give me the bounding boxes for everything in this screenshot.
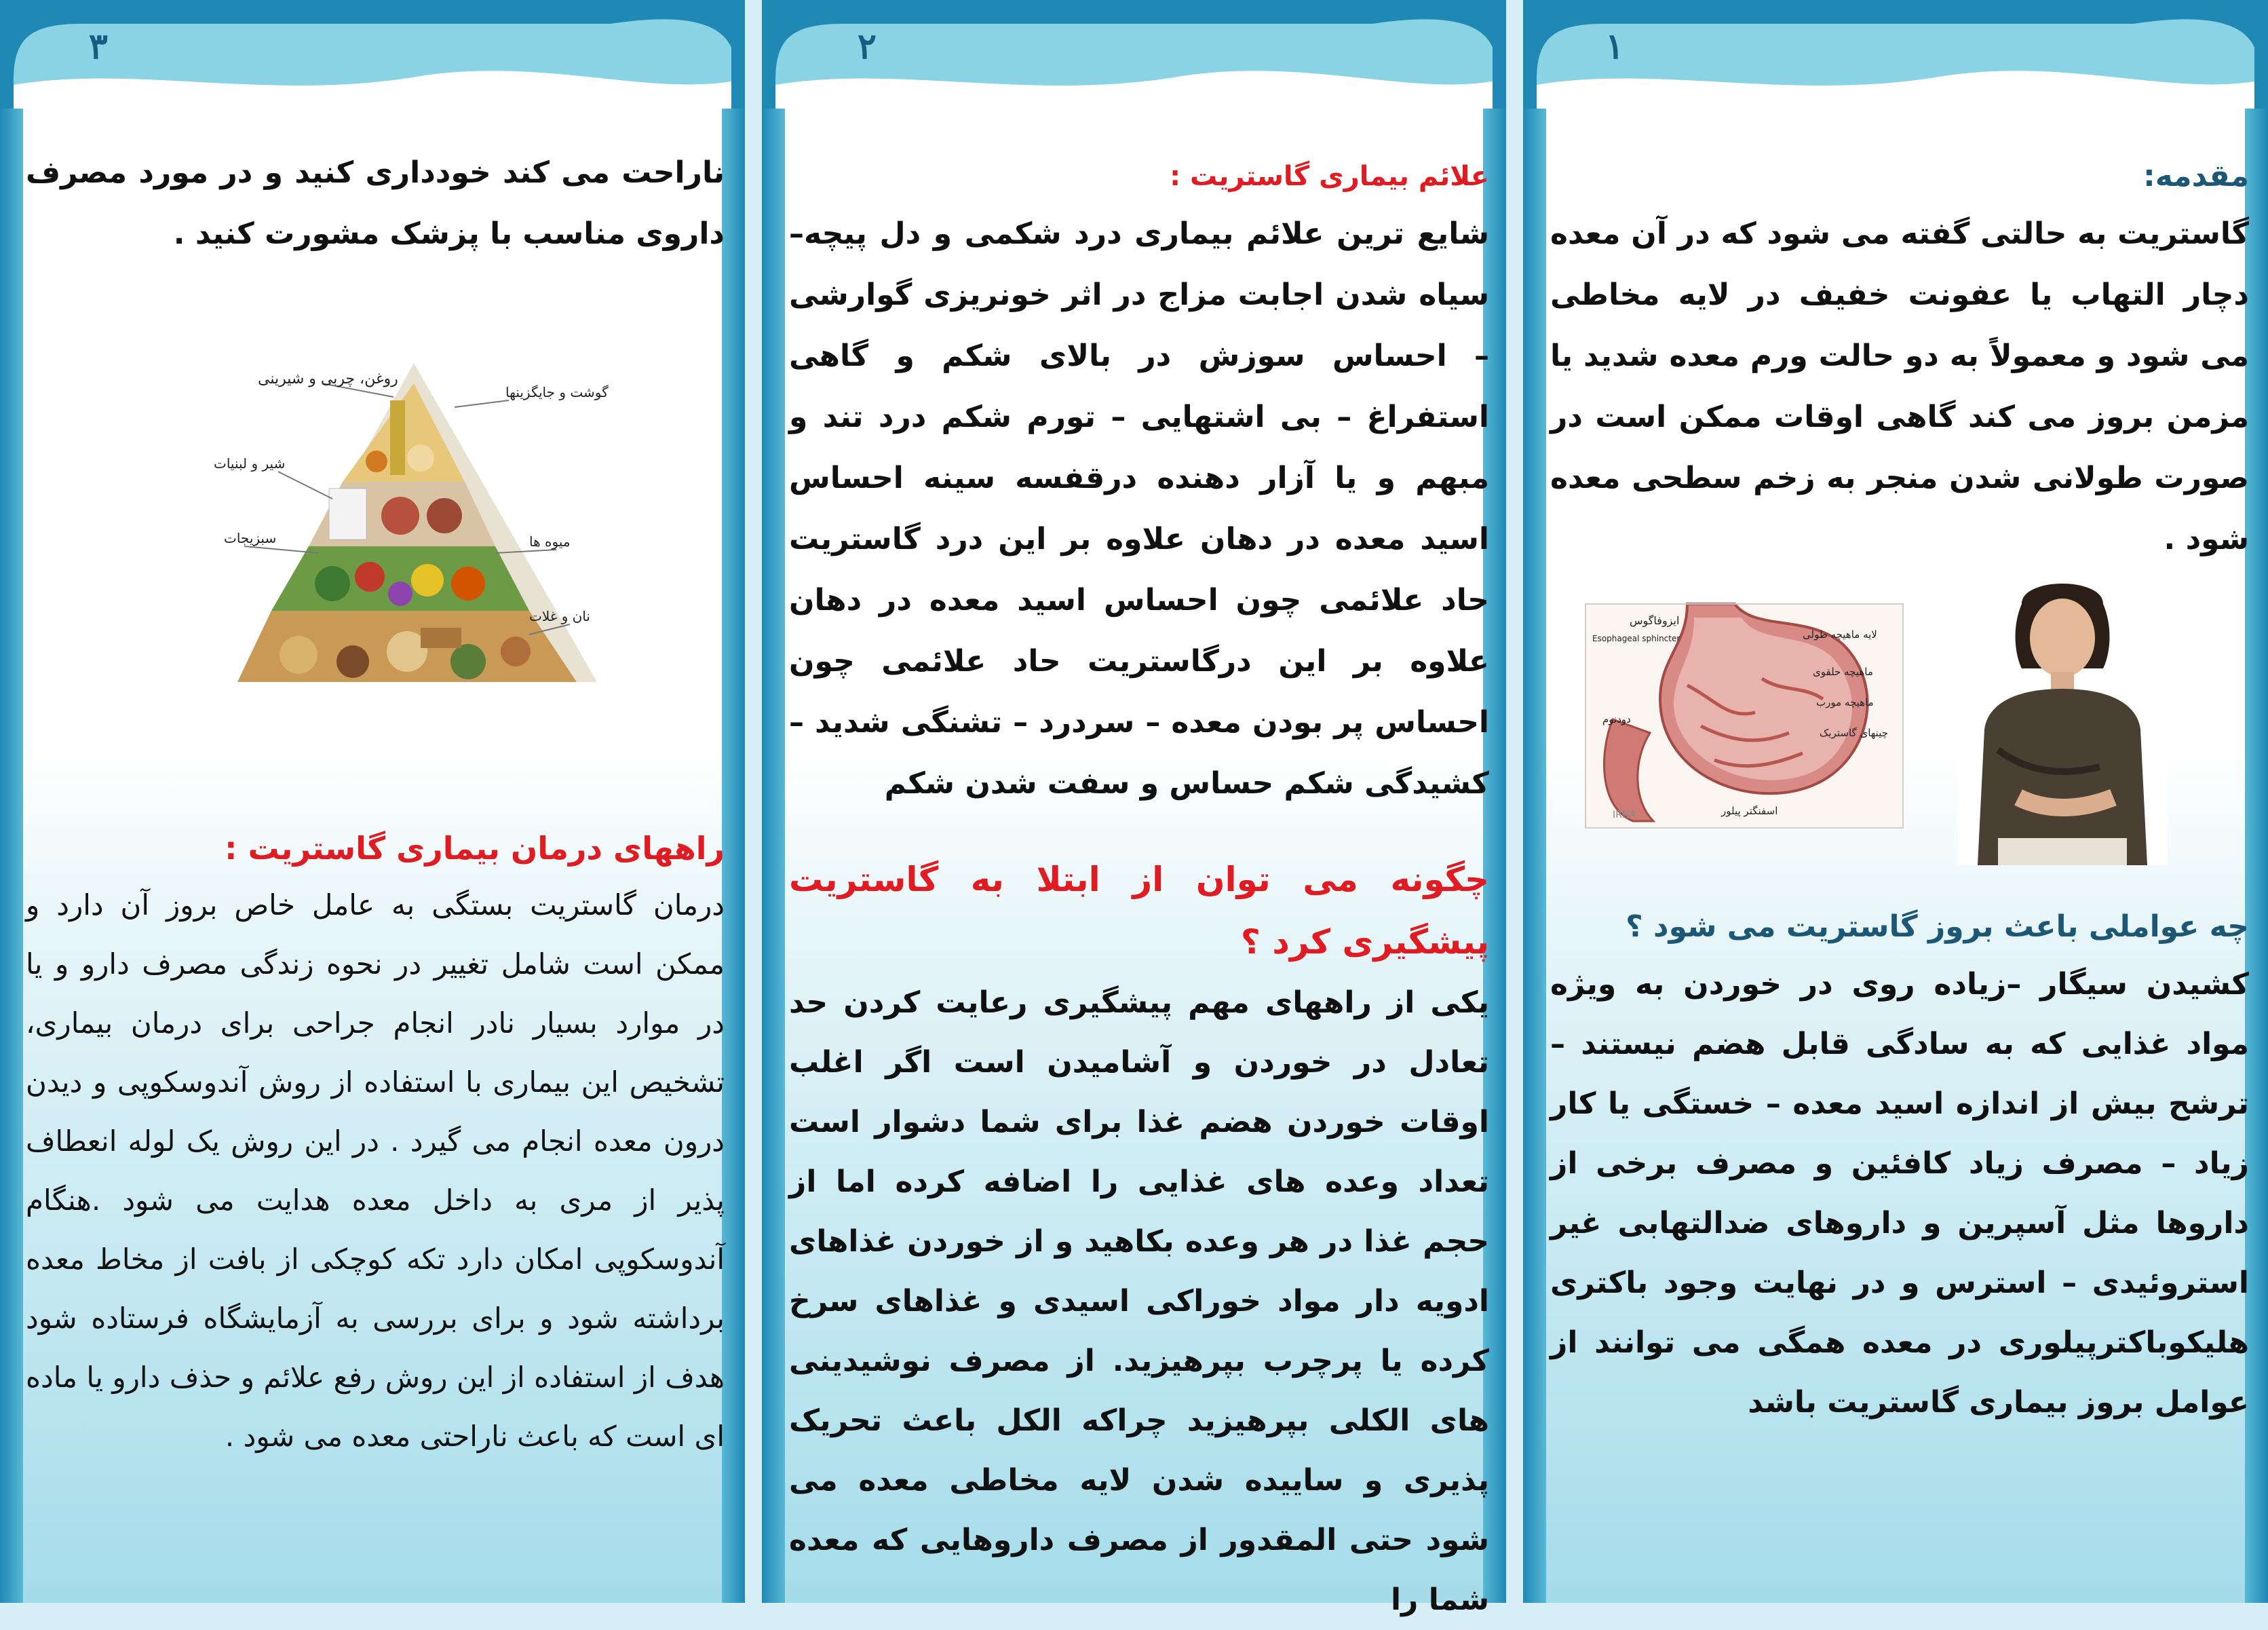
- label-esophagus: ایزوفاگوس: [1630, 614, 1680, 627]
- irna-watermark: IRNA: [1613, 810, 1636, 820]
- panel-1: [1523, 0, 2268, 1603]
- label-longitudinal-layer: لایه ماهیچه طولی: [1803, 628, 1877, 641]
- pyramid-label-fruits: میوه ها: [529, 533, 571, 550]
- panel-frame-left: [0, 0, 23, 1603]
- pyramid-label-vegetables: سبزیجات: [224, 530, 277, 546]
- page-number: ۱: [1605, 26, 1624, 67]
- panel-frame-left: [1523, 0, 1546, 1603]
- prevention-heading: چگونه می توان از ابتلا به گاستریت پیشگیری کرد ؟: [789, 860, 1489, 962]
- continued-text: ناراحت می کند خودداری کنید و در مورد مصرف داروی مناسب با پزشک مشورت کنید .: [26, 155, 725, 251]
- pyramid-label-grains: نان و غلات: [529, 608, 590, 624]
- causes-text: کشیدن سیگار –زیاده روی در خوردن به ویژه مواد غذایی که به سادگی قابل هضم نیستند – ترشح بیش از اندازه اسید معده – خستگی یا کار زیاد – مصرف زیاد کافئین و مصرف برخی از داروها مثل آسپرین و داروهای ضدالتهابی غیر استروئیدی – استرس و در نهایت وجود باکتری هلیکوباکترپیلوری در معده همگی می توانند از عوامل بروز بیماری گاستریت باشد: [1550, 967, 2249, 1420]
- causes-section: [1550, 899, 2249, 1433]
- label-duodenum: دودنوم: [1602, 713, 1631, 725]
- pyramid-label-fats: روغن، چربی و شیرینی: [258, 371, 398, 387]
- treatment-text: درمان گاستریت بستگی به عامل خاص بروز آن دارد و ممکن است شامل تغییر در نحوه زندگی مصرف دارو و یا در موارد بسیار نادر انجام جراحی برای درمان بیماری، تشخیص این بیماری با استفاده از روش آندوسکوپی و دیدن درون معده انجام می گیرد . در این روش یک لوله انعطاف پذیر از مری به داخل معده هدایت می شود .هنگام آندوسکوپی امکان دارد تکه کوچکی از بافت از مخاط معده برداشته شود و برای بررسی به آزمایشگاه فرستاده شود هدف از استفاده از این روش رفع علائم و حذف دارو یا ماده ای است که باعث ناراحتی معده می شود .: [26, 888, 725, 1453]
- page-number: ۲: [858, 26, 877, 67]
- panel-frame-right: [722, 0, 745, 1603]
- label-gastric-folds: چینهای گاستریک: [1820, 727, 1889, 739]
- causes-heading: چه عواملی باعث بروز گاستریت می شود ؟: [1626, 909, 2249, 944]
- panel-3-content: [26, 143, 725, 265]
- panel-frame-left: [762, 0, 785, 1603]
- stomach-diagram-image: [1585, 604, 1903, 828]
- treatment-section: [26, 821, 725, 1466]
- page-number: ۳: [89, 26, 108, 67]
- intro-text: گاستریت به حالتی گفته می شود که در آن معده دچار التهاب یا عفونت خفیف در لایه مخاطی می شود و معمولاً به دو حالت ورم معده شدید یا مزمن بروز می کند گاهی اوقات ممکن است در صورت طولانی شدن منجر به زخم سطحی معده شود .: [1550, 216, 2249, 556]
- intro-heading: مقدمه:: [2143, 159, 2249, 193]
- panel-2-content: [789, 149, 1489, 1630]
- intro-section: [1550, 149, 2249, 570]
- label-pyloric-sphincter: اسفنگتر پیلور: [1721, 805, 1778, 817]
- food-pyramid-image: [197, 343, 609, 719]
- woman-stomach-pain-image: [1957, 573, 2168, 865]
- treatment-heading: راههای درمان بیماری گاستریت :: [225, 830, 725, 867]
- prevention-text: یکی از راههای مهم پیشگیری رعایت کردن حد تعادل در خوردن و آشامیدن است اگر اغلب اوقات خوردن هضم غذا برای شما دشوار است تعداد وعده های غذایی را اضافه کرده اما از حجم غذا در هر وعده بکاهید و از خوردن غذاهای ادویه دار مواد خوراکی اسیدی و غذاهای سرخ کرده یا پرچرب بپرهیزید. از مصرف نوشیدینی های الکلی بپرهیزید چراکه الکل باعث تحریک پذیری و ساییده شدن لایه مخاطی معده می شود حتی المقدور از مصرف داروهایی که معده شما را: [789, 985, 1489, 1617]
- pyramid-label-meat: گوشت و جایگزینها: [505, 384, 609, 400]
- label-oblique-muscle: ماهیچه مورب: [1816, 696, 1874, 708]
- label-esophageal-sphincter: Esophageal sphincter: [1592, 634, 1680, 643]
- pyramid-label-dairy: شیر و لبنیات: [214, 455, 286, 472]
- symptoms-heading: علائم بیماری گاستریت :: [1170, 161, 1489, 192]
- panel-3: [0, 0, 745, 1603]
- panel-2: [762, 0, 1506, 1617]
- symptoms-text: شایع ترین علائم بیماری درد شکمی و دل پیچه– سیاه شدن اجابت مزاج در اثر خونریزی گوارشی – احساس سوزش در بالای شکم و گاهی استفراغ – بی اشتهایی – تورم شکم درد تند و مبهم و یا آزار دهنده درقفسه سینه احساس اسید معده در دهان علاوه بر این درد گاستریت حاد علائمی چون احساس اسید معده در دهان علاوه بر این درگاستریت حاد علائمی چون احساس پر بودن معده – سردرد – تشنگی شدید – کشیدگی شکم حساس و سفت شدن شکم: [789, 216, 1489, 801]
- label-circular-muscle: ماهیچه حلقوی: [1813, 666, 1873, 678]
